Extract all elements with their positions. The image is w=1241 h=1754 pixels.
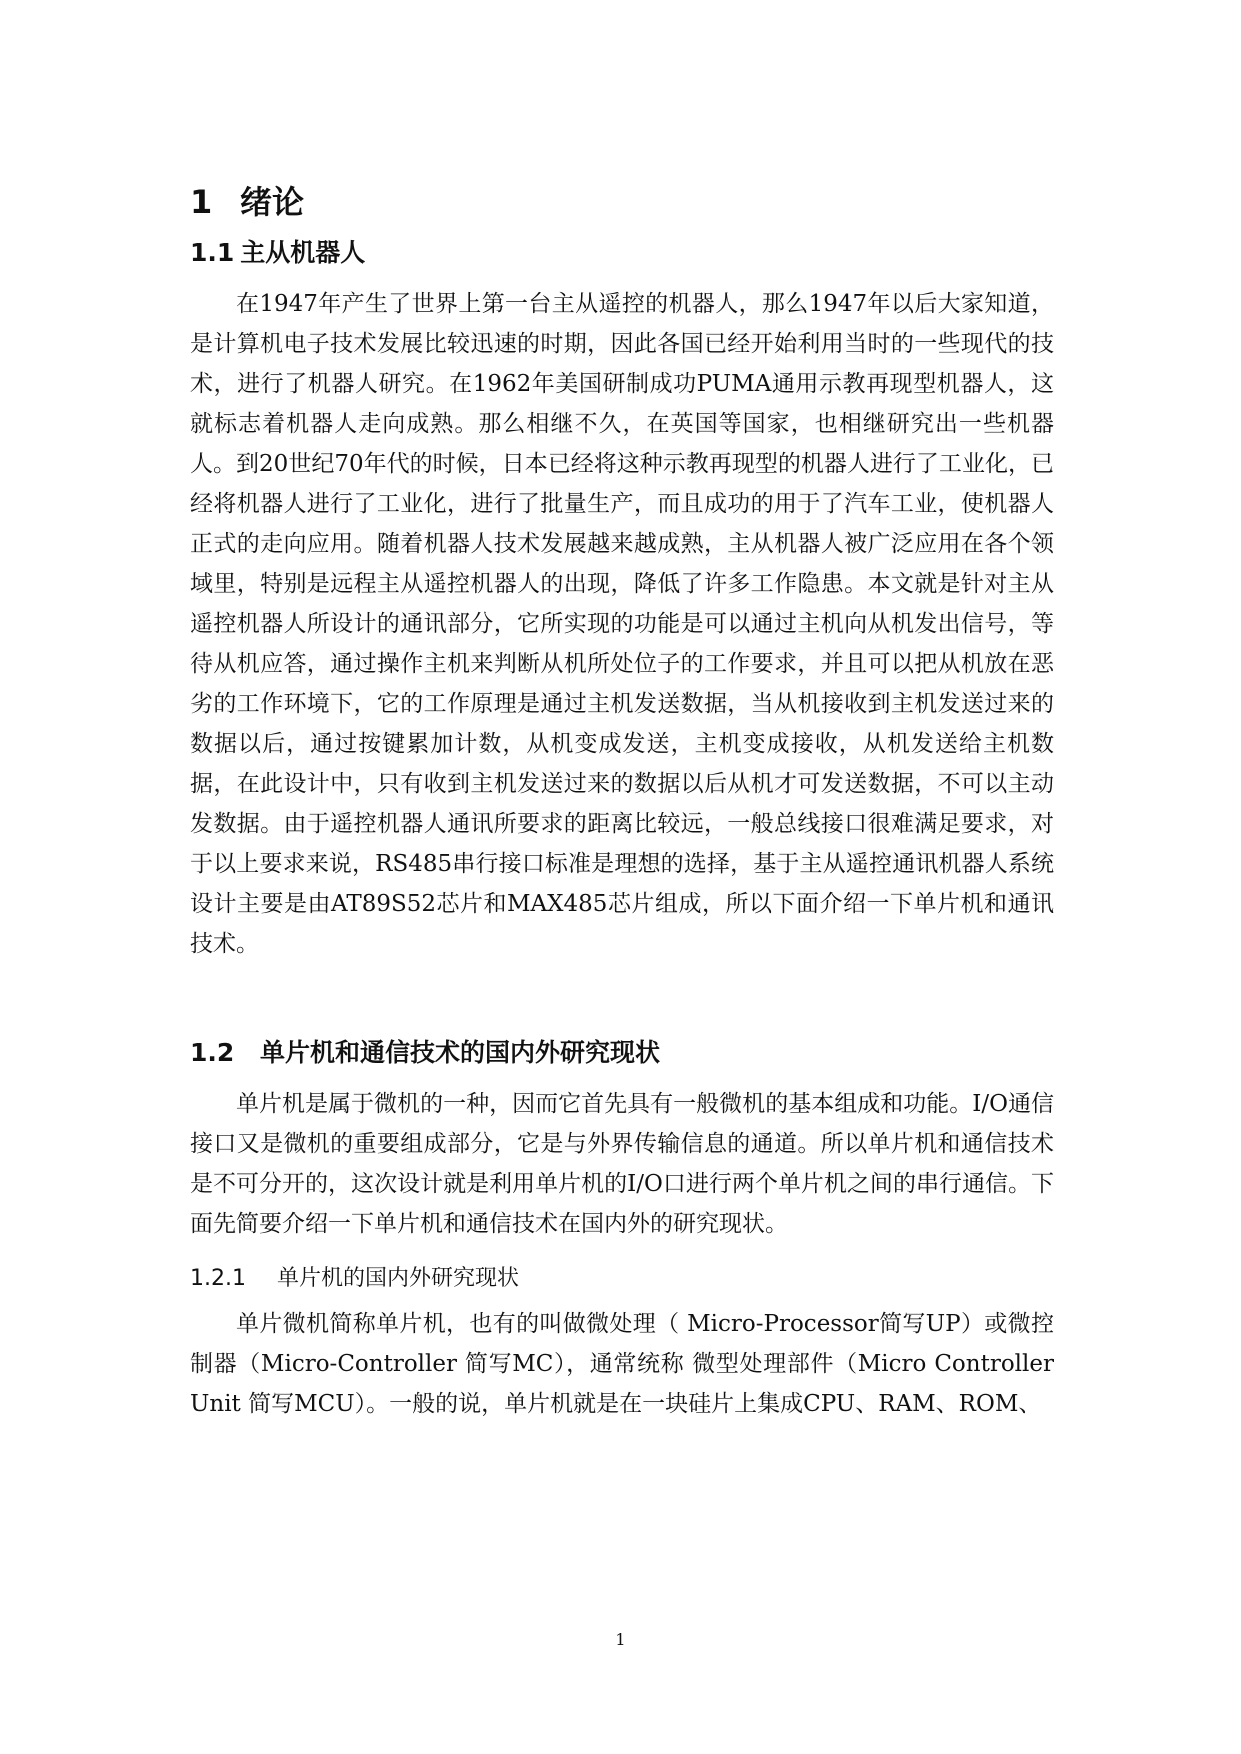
chapter-title: 绪论 <box>240 183 305 221</box>
paragraph-mcu-status: 单片微机简称单片机，也有的叫做微处理（ Micro-Processor简写UP）或微控制器（Micro-Controller 简写MC），通常统称 微型处理部件（Micro Controller Unit 简写MCU）。一般的说，单片机就是在一块硅片上集成CPU、RAM、ROM、 <box>190 1311 1054 1417</box>
subsection-title: 单片机的国内外研究现状 <box>277 1266 520 1291</box>
section-number: 1.1 <box>190 238 235 267</box>
page-number: 1 <box>615 1630 626 1649</box>
chapter-number: 1 <box>190 183 213 221</box>
chapter-heading <box>190 180 304 224</box>
section-title: 主从机器人 <box>240 238 366 267</box>
section-heading-1-1 <box>190 236 365 270</box>
subsection-number: 1.2.1 <box>190 1266 246 1291</box>
section-heading-1-2 <box>190 1036 660 1070</box>
section-number: 1.2 <box>190 1038 235 1067</box>
section-title: 单片机和通信技术的国内外研究现状 <box>260 1038 661 1067</box>
paragraph-research-status: 单片机是属于微机的一种，因而它首先具有一般微机的基本组成和功能。I/O通信接口又是微机的重要组成部分，它是与外界传输信息的通道。所以单片机和通信技术是不可分开的，这次设计就是利用单片机的I/O口进行两个单片机之间的串行通信。下面先简要介绍一下单片机和通信技术在国内外的研究现状。 <box>190 1091 1054 1237</box>
subsection-heading-1-2-1 <box>190 1264 519 1294</box>
paragraph-master-slave-robot: 在1947年产生了世界上第一台主从遥控的机器人，那么1947年以后大家知道，是计算机电子技术发展比较迅速的时期，因此各国已经开始利用当时的一些现代的技术，进行了机器人研究。在1962年美国研制成功PUMA通用示教再现型机器人，这就标志着机器人走向成熟。那么相继不久，在英国等国家，也相继研究出一些机器人。到20世纪70年代的时候，日本已经将这种示教再现型的机器人进行了工业化，已经将机器人进行了工业化，进行了批量生产，而且成功的用于了汽车工业，使机器人正式的走向应用。随着机器人技术发展越来越成熟，主从机器人被广泛应用在各个领域里，特别是远程主从遥控机器人的出现，降低了许多工作隐患。本文就是针对主从遥控机器人所设计的通讯部分，它所实现的功能是可以通过主机向从机发出信号，等待从机应答，通过操作主机来判断从机所处位子的工作要求，并且可以把从机放在恶劣的工作环境下，它的工作原理是通过主机发送数据，当从机接收到主机发送过来的数据以后，通过按键累加计数，从机变成发送，主机变成接收，从机发送给主机数据，在此设计中，只有收到主机发送过来的数据以后从机才可发送数据，不可以主动发数据。由于遥控机器人通讯所要求的距离比较远，一般总线接口很难满足要求，对于以上要求来说，RS485串行接口标准是理想的选择，基于主从遥控通讯机器人系统设计主要是由AT89S52芯片和MAX485芯片组成，所以下面介绍一下单片机和通讯技术。 <box>190 291 1054 957</box>
